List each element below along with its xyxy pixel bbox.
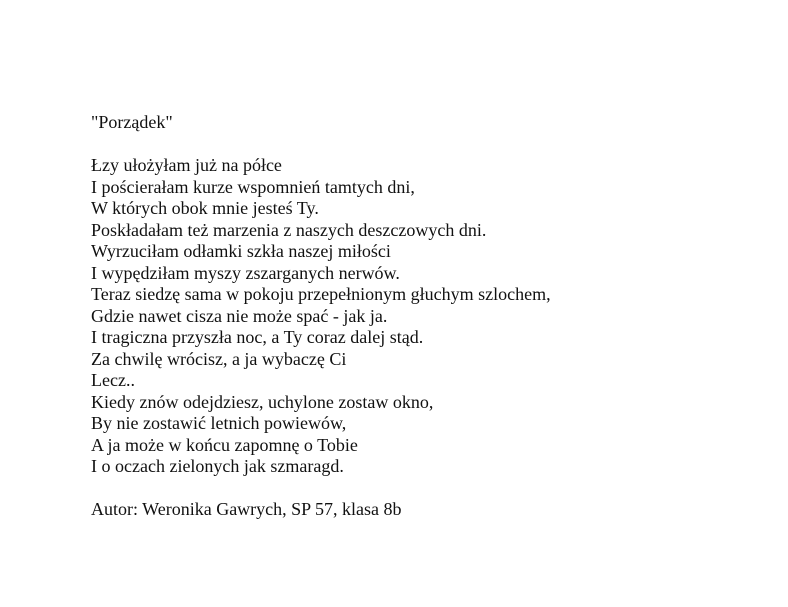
- poem-line: I o oczach zielonych jak szmaragd.: [91, 456, 344, 476]
- poem-line: Za chwilę wrócisz, a ja wybaczę Ci: [91, 348, 347, 369]
- poem-line: Łzy ułożyłam już na półce: [91, 155, 282, 175]
- poem-line: I pościerałam kurze wspomnień tamtych dni,: [91, 176, 415, 197]
- poem-title: "Porządek": [91, 112, 173, 132]
- poem-line: By nie zostawić letnich powiewów,: [91, 413, 347, 433]
- poem-line: I wypędziłam myszy zszarganych nerwów.: [91, 262, 400, 283]
- poem-line: I tragiczna przyszła noc, a Ty coraz dalej stąd.: [91, 327, 424, 347]
- poem-line: Wyrzuciłam odłamki szkła naszej miłości: [91, 241, 391, 261]
- poem-content: [91, 112, 751, 521]
- poem-line: A ja może w końcu zapomnę o Tobie: [91, 434, 358, 455]
- poem-line: Gdzie nawet cisza nie może spać - jak ja.: [91, 305, 388, 326]
- poem-line: Lecz..: [91, 370, 135, 390]
- poem-line: Kiedy znów odejdziesz, uchylone zostaw okno,: [91, 391, 434, 412]
- poem-body: [91, 155, 751, 478]
- poem-line: Teraz siedzę sama w pokoju przepełnionym głuchym szlochem,: [91, 284, 551, 304]
- poem-line: W których obok mnie jesteś Ty.: [91, 198, 319, 218]
- poem-line: Poskładałam też marzenia z naszych deszczowych dni.: [91, 219, 487, 240]
- author-credit: Autor: Weronika Gawrych, SP 57, klasa 8b: [91, 499, 402, 519]
